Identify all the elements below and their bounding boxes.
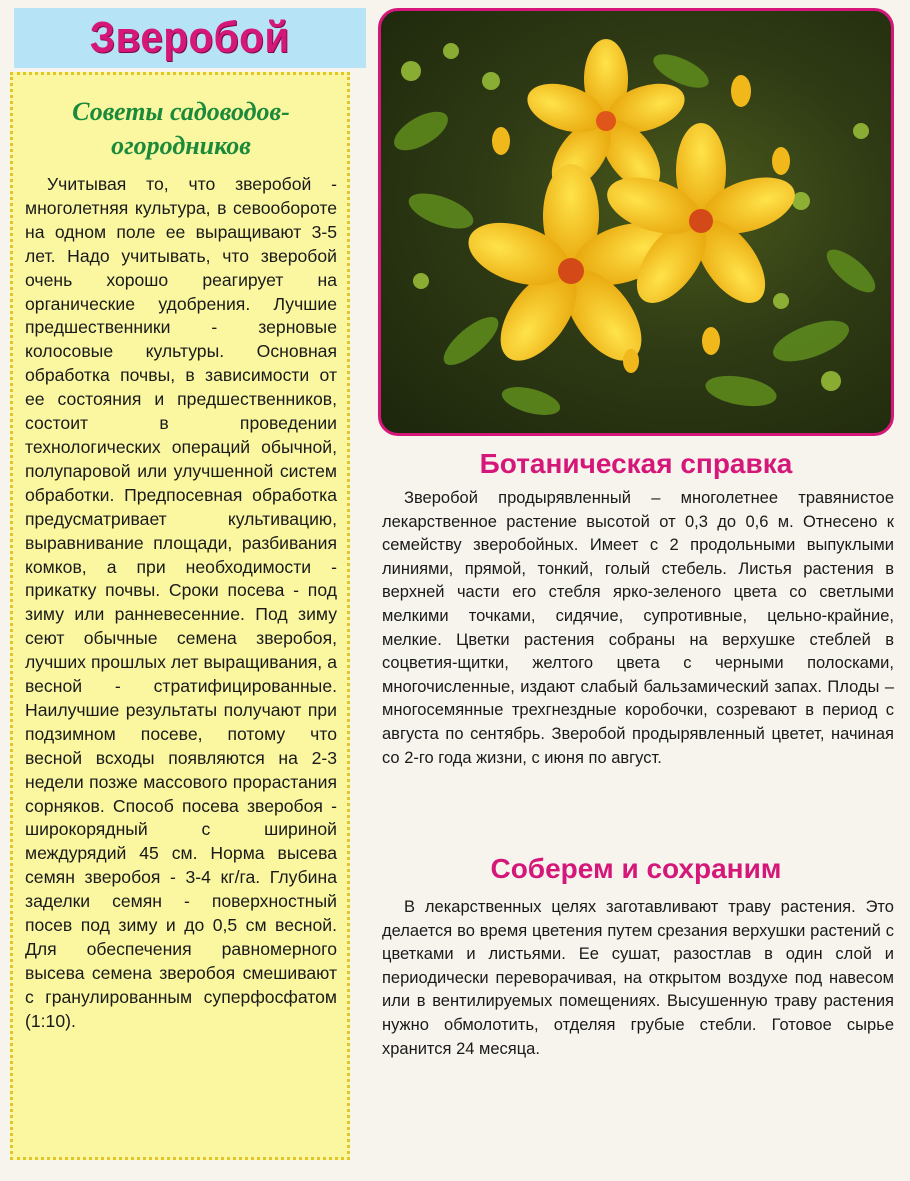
st-johns-wort-flower-icon xyxy=(381,11,891,433)
harvest-heading: Соберем и сохраним xyxy=(490,853,782,884)
page-title: Зверобой xyxy=(90,13,290,62)
tips-panel xyxy=(10,72,350,1160)
flower-photo xyxy=(378,8,894,436)
title-banner xyxy=(14,8,366,68)
tips-text: Учитывая то, что зверобой - многолетняя культура, в севообороте на одном поле ее выращивают 3-5 лет. Надо учитывать, что зверобой очень хорошо реагирует на органические удобрения. Лучшие предшественники - зерновые колосовые культуры. Основная обработка почвы, в зависимости от ее состояния и предшественников, состоит в проведении технологических операций обычной, полупаровой или улучшенной систем обработки. Предпосевная обработка предусматривает культивацию, выравнивание площади, разбивания комков, а при необходимости - прикатку почвы. Сроки посева - под зиму или ранневесенние. Под зиму сеют обычные семена зверобоя, лучших прошлых лет выращивания, а весной - стратифицированные. Наилучшие результаты получают при подзимном посеве, потому что весной всходы появляются на 2-3 недели позже массового прорастания сорняков. Способ посева зверобоя - широкорядный с шириной междурядий 45 см. Норма высева семян зверобоя - 3-4 кг/га. Глубина заделки семян - поверхностный посев под зиму и до 0,5 см весной. Для обеспечения равномерного высева семена зверобоя смешивают с гранулированным суперфосфатом (1:10). xyxy=(25,174,337,1031)
botany-text: Зверобой продырявленный – многолетнее травянистое лекарственное растение высотой от 0,3 до 0,6 м. Отнесено к семейству зверобойных. Имеет с 2 продольными выпуклыми линиями, прямой, тонкий, голый стебель. Листья растения в верхней части его стебля ярко-зеленого цвета со светлыми мелкими точками, сидячие, супротивные, цельно-крайние, мелкие. Цветки растения собраны на верхушке стеблей в соцветия-щитки, желтого цвета с черными полосками, многочисленные, издают слабый бальзамический запах. Плоды – многосемянные трехгнездные коробочки, созревают в период с августа по сентябрь. Зверобой продырявленный цветет, начиная со 2-го года жизни, с июня по август. xyxy=(382,489,894,767)
botany-heading: Ботаническая справка xyxy=(479,448,793,479)
harvest-text: В лекарственных целях заготавливают траву растения. Это делается во время цветения путем срезания верхушки растений с цветками и листьями. Ее сушат, разостлав в один слой и периодически переворачивая, на открытом воздухе под навесом или в вентилируемых помещениях. Высушенную траву растения нужно обмолотить, отделяя грубые стебли. Готовое сырье хранится 24 месяца. xyxy=(382,898,894,1058)
tips-subtitle: Советы садоводов-огородников xyxy=(72,97,290,160)
